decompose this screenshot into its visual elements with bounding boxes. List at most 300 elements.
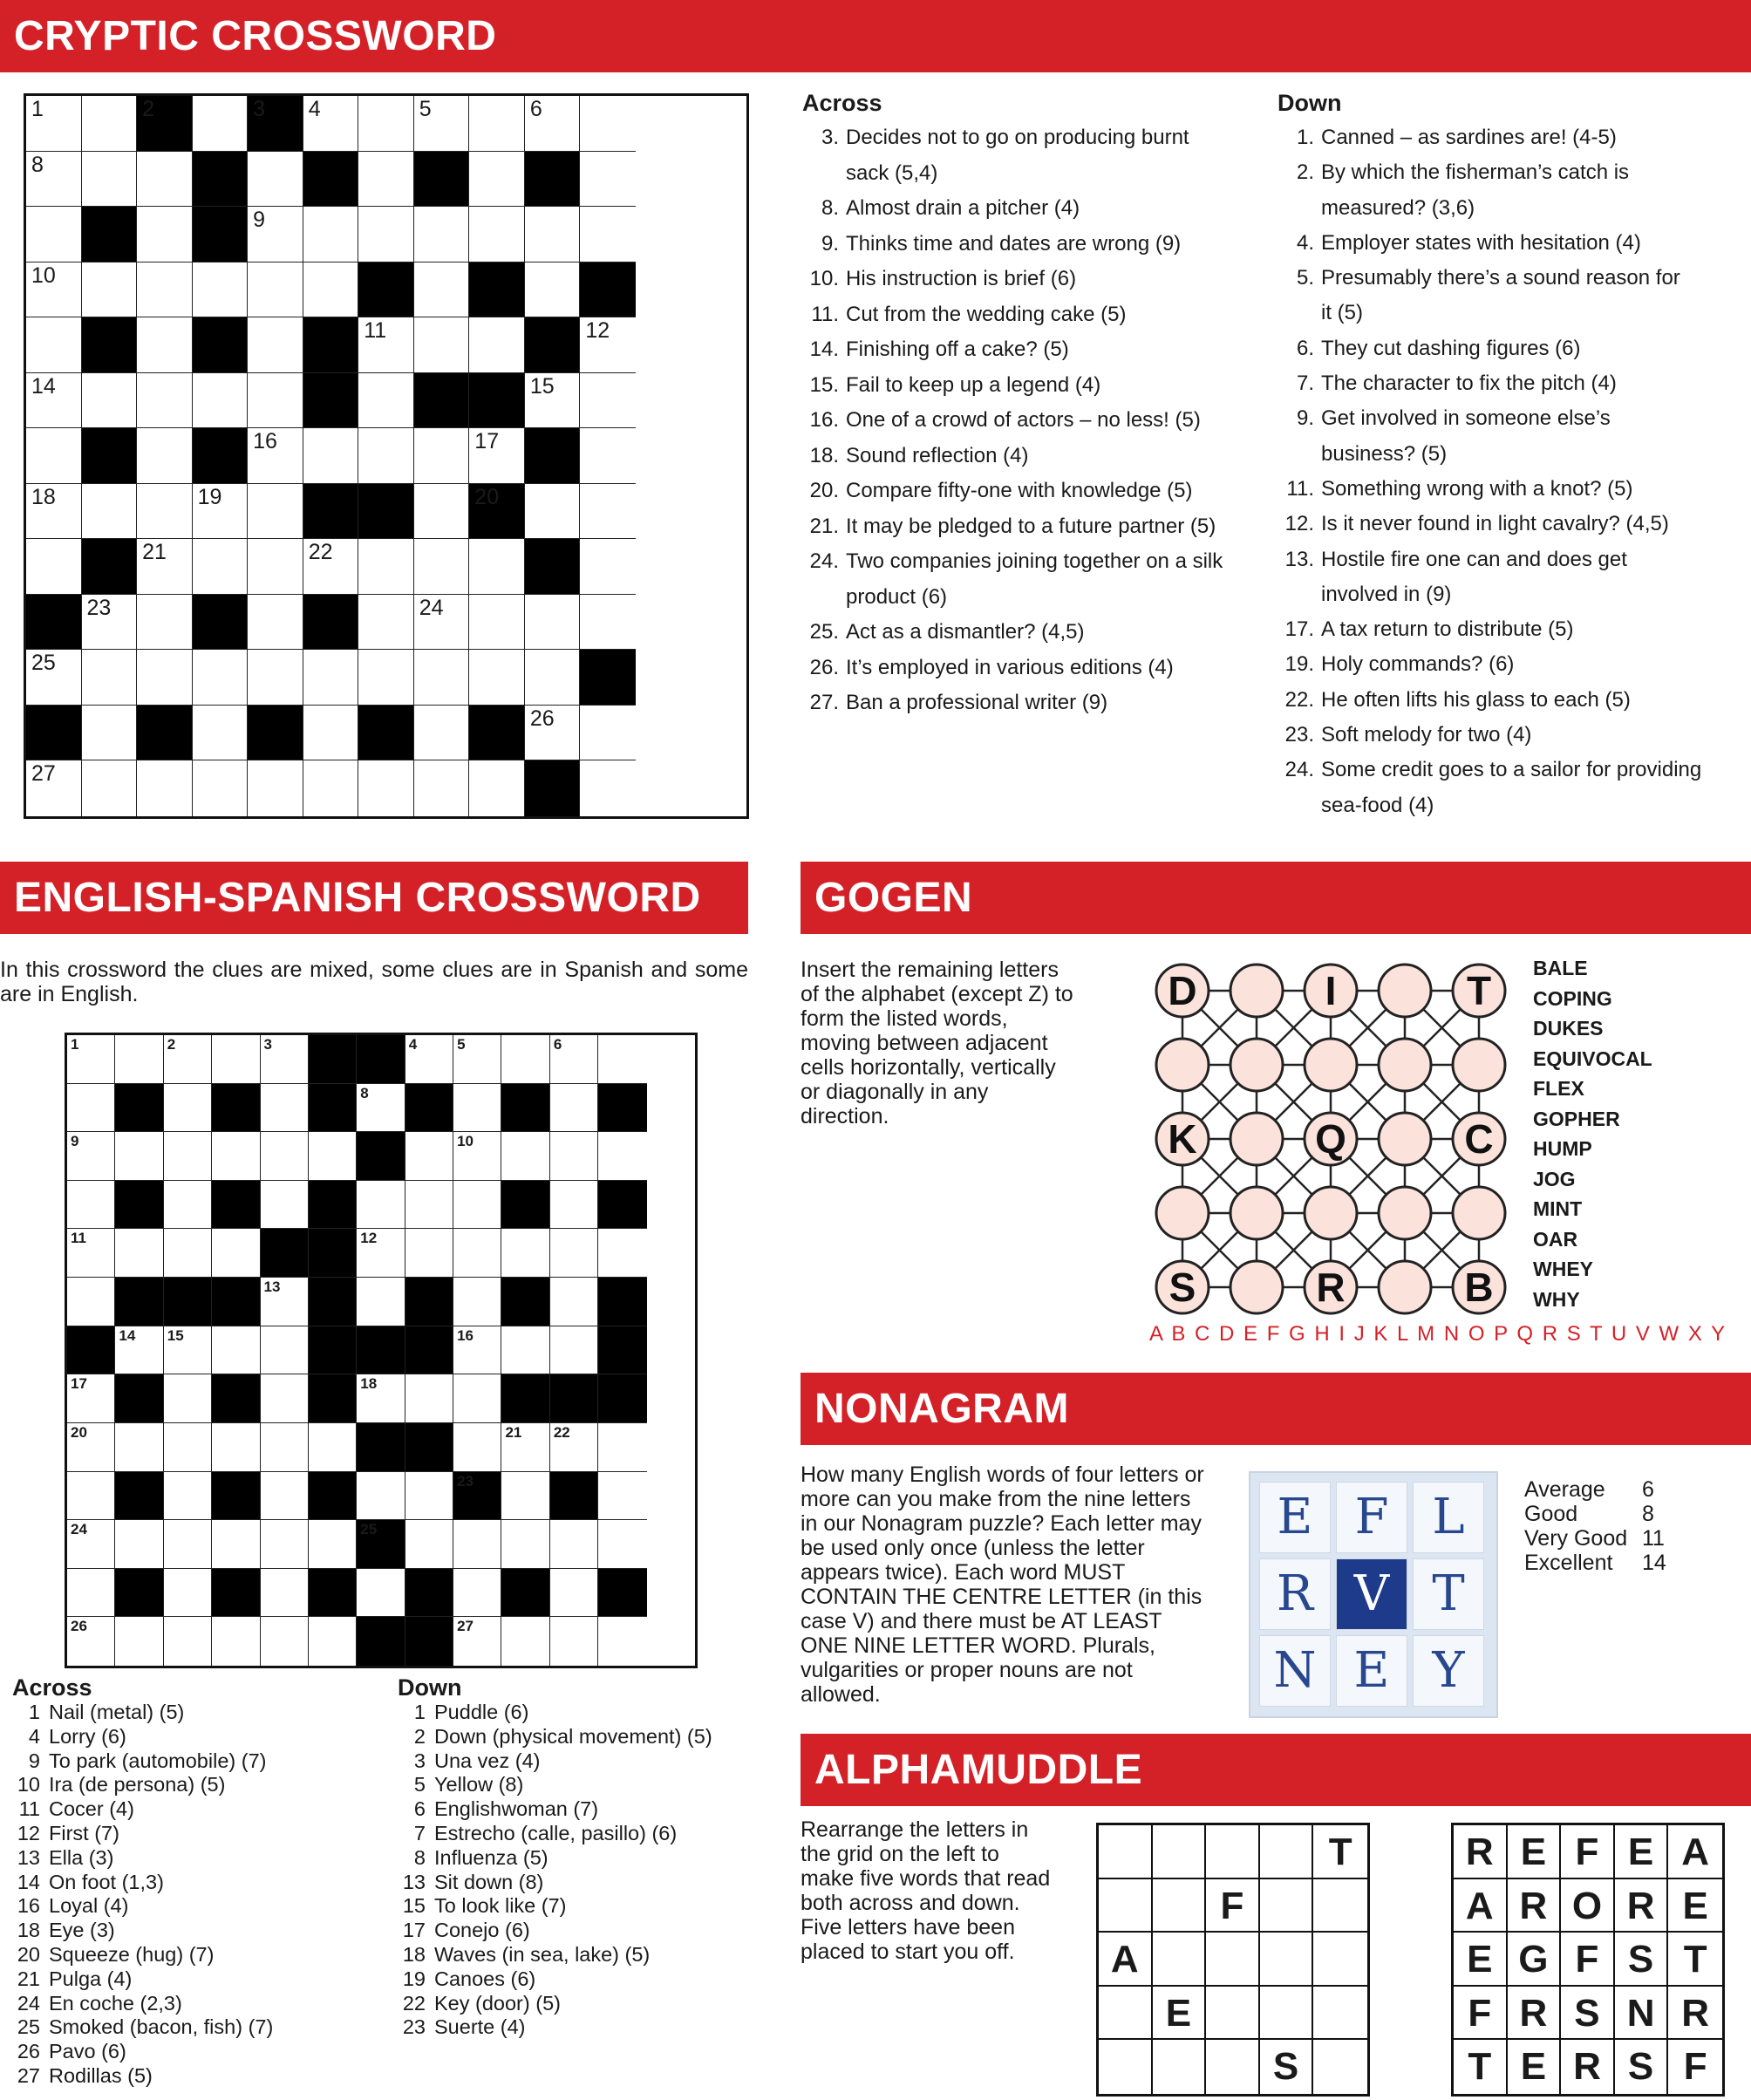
- crossword-cell[interactable]: [469, 595, 525, 651]
- crossword-cell[interactable]: [261, 1374, 309, 1423]
- alphamuddle-cell[interactable]: [1260, 1879, 1314, 1933]
- clue-text: involved in (9): [1321, 582, 1452, 606]
- crossword-cell[interactable]: [405, 1374, 453, 1423]
- crossword-cell[interactable]: [82, 595, 138, 651]
- crossword-cell[interactable]: [453, 1423, 501, 1472]
- crossword-cell[interactable]: [248, 373, 303, 429]
- clue-item: [1277, 507, 1748, 542]
- crossword-cell[interactable]: [453, 1278, 501, 1326]
- crossword-cell[interactable]: [26, 373, 82, 429]
- crossword-cell[interactable]: [405, 1472, 453, 1521]
- crossword-cell[interactable]: [303, 539, 359, 595]
- crossword-cell[interactable]: [164, 1423, 212, 1472]
- crossword-cell[interactable]: [580, 539, 636, 595]
- crossword-cell[interactable]: [303, 650, 359, 706]
- clue-number: 26: [71, 1618, 87, 1635]
- crossword-cell[interactable]: [309, 1617, 357, 1666]
- crossword-cell[interactable]: [137, 428, 193, 484]
- crossword-cell[interactable]: [137, 760, 193, 816]
- black-square: [115, 1181, 163, 1230]
- crossword-cell[interactable]: [26, 539, 82, 595]
- alphamuddle-cell[interactable]: [1313, 1933, 1367, 1987]
- crossword-cell[interactable]: [405, 1035, 453, 1084]
- crossword-cell[interactable]: [164, 1181, 212, 1230]
- crossword-cell[interactable]: [26, 650, 82, 706]
- crossword-cell[interactable]: [358, 152, 414, 208]
- crossword-cell[interactable]: [405, 1229, 453, 1278]
- crossword-cell[interactable]: [193, 484, 249, 540]
- alphamuddle-cell[interactable]: [1313, 2040, 1367, 2094]
- nonagram-letter: Y: [1413, 1635, 1484, 1707]
- alphamuddle-cell[interactable]: [1260, 1987, 1314, 2041]
- crossword-cell[interactable]: [357, 1374, 405, 1423]
- crossword-cell[interactable]: [261, 1617, 309, 1666]
- crossword-cell[interactable]: [550, 1229, 598, 1278]
- black-square: [358, 262, 414, 318]
- crossword-cell[interactable]: [303, 428, 359, 484]
- black-square: [357, 1035, 405, 1084]
- crossword-cell[interactable]: [598, 1617, 646, 1666]
- crossword-cell[interactable]: [501, 1520, 549, 1569]
- crossword-cell[interactable]: [469, 428, 525, 484]
- crossword-cell[interactable]: [303, 760, 359, 816]
- crossword-cell[interactable]: [580, 317, 636, 373]
- crossword-cell[interactable]: [212, 1229, 260, 1278]
- crossword-cell[interactable]: [501, 1035, 549, 1084]
- crossword-cell[interactable]: [550, 1569, 598, 1618]
- crossword-cell[interactable]: [469, 96, 525, 152]
- crossword-cell[interactable]: [358, 539, 414, 595]
- crossword-cell[interactable]: [137, 152, 193, 208]
- crossword-cell[interactable]: [193, 650, 249, 706]
- black-square: [309, 1374, 357, 1423]
- crossword-cell[interactable]: [137, 595, 193, 651]
- alphamuddle-cell[interactable]: E: [1153, 1987, 1207, 2041]
- crossword-cell[interactable]: [414, 650, 470, 706]
- crossword-cell[interactable]: [453, 1084, 501, 1133]
- crossword-cell[interactable]: [525, 262, 581, 318]
- crossword-cell[interactable]: [164, 1569, 212, 1618]
- crossword-cell[interactable]: [525, 207, 581, 262]
- crossword-cell[interactable]: [469, 539, 525, 595]
- crossword-cell[interactable]: [525, 96, 581, 152]
- crossword-cell[interactable]: [26, 207, 82, 262]
- clue-number: 19: [402, 1967, 426, 1990]
- crossword-cell[interactable]: [453, 1181, 501, 1230]
- crossword-cell[interactable]: [469, 650, 525, 706]
- crossword-cell[interactable]: [414, 706, 470, 761]
- crossword-cell[interactable]: [358, 595, 414, 651]
- crossword-cell[interactable]: [82, 152, 138, 208]
- clue-item: [398, 1943, 764, 1967]
- crossword-cell[interactable]: [164, 1520, 212, 1569]
- crossword-cell[interactable]: [309, 1423, 357, 1472]
- black-square: [26, 595, 82, 651]
- clue-text: Estrecho (calle, pasillo) (6): [434, 1821, 678, 1844]
- clue-item: [12, 1992, 378, 2016]
- crossword-cell[interactable]: [261, 1278, 309, 1326]
- alphamuddle-cell: A: [1454, 1879, 1508, 1933]
- crossword-cell[interactable]: [137, 650, 193, 706]
- alphamuddle-cell[interactable]: [1099, 1879, 1153, 1933]
- crossword-cell[interactable]: [193, 760, 249, 816]
- crossword-cell[interactable]: [67, 1132, 115, 1181]
- crossword-cell[interactable]: [550, 1617, 598, 1666]
- black-square: [469, 484, 525, 540]
- gogen-board: [1139, 947, 1523, 1331]
- crossword-cell[interactable]: [309, 1520, 357, 1569]
- clue-item: [398, 1701, 764, 1725]
- crossword-cell[interactable]: [164, 1229, 212, 1278]
- crossword-cell[interactable]: [67, 1181, 115, 1230]
- crossword-cell[interactable]: [550, 1084, 598, 1133]
- crossword-cell[interactable]: [248, 317, 303, 373]
- crossword-cell[interactable]: [453, 1229, 501, 1278]
- crossword-cell[interactable]: [137, 262, 193, 318]
- crossword-cell[interactable]: [248, 760, 303, 816]
- crossword-cell[interactable]: [580, 484, 636, 540]
- crossword-cell[interactable]: [26, 152, 82, 208]
- crossword-cell[interactable]: [261, 1181, 309, 1230]
- crossword-cell[interactable]: [67, 1520, 115, 1569]
- crossword-cell[interactable]: [453, 1326, 501, 1375]
- crossword-cell[interactable]: [414, 484, 470, 540]
- alphamuddle-cell[interactable]: [1099, 1987, 1153, 2041]
- crossword-cell[interactable]: [550, 1520, 598, 1569]
- crossword-cell[interactable]: [580, 152, 636, 208]
- crossword-cell[interactable]: [193, 262, 249, 318]
- crossword-cell[interactable]: [67, 1569, 115, 1618]
- clue-number: 10: [457, 1133, 474, 1150]
- crossword-cell[interactable]: [501, 1326, 549, 1375]
- alphamuddle-cell[interactable]: [1313, 1987, 1367, 2041]
- crossword-cell[interactable]: [453, 1617, 501, 1666]
- crossword-cell[interactable]: [580, 760, 636, 816]
- crossword-cell[interactable]: [358, 428, 414, 484]
- clue-item: [12, 1919, 378, 1943]
- crossword-cell[interactable]: [414, 760, 470, 816]
- crossword-cell[interactable]: [212, 1326, 260, 1375]
- crossword-cell[interactable]: [580, 706, 636, 761]
- clue-text: Nail (metal) (5): [49, 1701, 185, 1723]
- black-square: [193, 207, 249, 262]
- clue-number: 18: [360, 1375, 378, 1393]
- crossword-cell[interactable]: [248, 484, 303, 540]
- crossword-cell[interactable]: [550, 1181, 598, 1230]
- crossword-cell[interactable]: [164, 1084, 212, 1133]
- crossword-cell[interactable]: [212, 1035, 260, 1084]
- alphamuddle-cell[interactable]: [1099, 1825, 1153, 1879]
- alphamuddle-cell[interactable]: [1153, 1933, 1207, 1987]
- alphamuddle-cell[interactable]: [1153, 1879, 1207, 1933]
- crossword-cell[interactable]: [303, 207, 359, 262]
- nonagram-letter: E: [1336, 1635, 1407, 1707]
- crossword-cell[interactable]: [67, 1617, 115, 1666]
- crossword-cell[interactable]: [137, 373, 193, 429]
- crossword-cell[interactable]: [82, 650, 138, 706]
- clue-item: [398, 1967, 764, 1992]
- crossword-cell[interactable]: [137, 207, 193, 262]
- crossword-cell[interactable]: [525, 706, 581, 761]
- clue-item: [802, 191, 1256, 227]
- crossword-cell[interactable]: [358, 317, 414, 373]
- crossword-cell[interactable]: [453, 1569, 501, 1618]
- crossword-cell[interactable]: [115, 1229, 163, 1278]
- crossword-cell[interactable]: [82, 706, 138, 761]
- crossword-cell[interactable]: [405, 1520, 453, 1569]
- crossword-cell[interactable]: [580, 207, 636, 262]
- english-spanish-down-clues: [398, 1674, 764, 2040]
- clue-number: 11: [71, 1230, 86, 1247]
- crossword-cell[interactable]: [469, 152, 525, 208]
- crossword-cell[interactable]: [137, 317, 193, 373]
- crossword-cell[interactable]: [357, 1229, 405, 1278]
- alphamuddle-cell[interactable]: [1206, 1987, 1260, 2041]
- alphamuddle-cell: T: [1454, 2040, 1508, 2094]
- crossword-cell[interactable]: [248, 262, 303, 318]
- crossword-cell[interactable]: [193, 96, 249, 152]
- gogen-letter: T: [1466, 968, 1492, 1013]
- crossword-cell[interactable]: [414, 595, 470, 651]
- alphamuddle-cell[interactable]: [1206, 2040, 1260, 2094]
- crossword-cell[interactable]: [261, 1035, 309, 1084]
- crossword-cell[interactable]: [115, 1423, 163, 1472]
- clue-item: [1277, 437, 1748, 472]
- crossword-cell[interactable]: [212, 1520, 260, 1569]
- clue-number: 5: [457, 1036, 466, 1053]
- alphamuddle-cell[interactable]: [1260, 1825, 1314, 1879]
- black-square: [550, 1374, 598, 1423]
- crossword-cell[interactable]: [405, 1132, 453, 1181]
- black-square: [309, 1569, 357, 1618]
- crossword-cell[interactable]: [357, 1084, 405, 1133]
- crossword-cell[interactable]: [164, 1472, 212, 1521]
- alphamuddle-cell[interactable]: [1206, 1825, 1260, 1879]
- clue-item: [398, 1894, 764, 1919]
- crossword-cell[interactable]: [261, 1472, 309, 1521]
- crossword-cell[interactable]: [26, 428, 82, 484]
- crossword-cell[interactable]: [358, 760, 414, 816]
- alphamuddle-cell[interactable]: [1206, 1933, 1260, 1987]
- crossword-cell[interactable]: [26, 317, 82, 373]
- alphamuddle-cell[interactable]: T: [1313, 1825, 1367, 1879]
- crossword-cell[interactable]: [67, 1374, 115, 1423]
- crossword-cell[interactable]: [212, 1132, 260, 1181]
- crossword-cell[interactable]: [453, 1374, 501, 1423]
- clue-number: 27: [31, 761, 56, 787]
- crossword-cell[interactable]: [261, 1132, 309, 1181]
- crossword-cell[interactable]: [414, 262, 470, 318]
- clue-number: 20: [71, 1423, 87, 1441]
- crossword-cell[interactable]: [261, 1520, 309, 1569]
- crossword-cell[interactable]: [164, 1617, 212, 1666]
- clue-number: 13.: [1284, 547, 1314, 571]
- crossword-cell[interactable]: [67, 1229, 115, 1278]
- crossword-cell[interactable]: [303, 706, 359, 761]
- crossword-cell[interactable]: [115, 1035, 163, 1084]
- crossword-cell[interactable]: [115, 1132, 163, 1181]
- crossword-cell[interactable]: [248, 595, 303, 651]
- clue-item: [802, 651, 1256, 686]
- crossword-cell[interactable]: [525, 373, 581, 429]
- crossword-cell[interactable]: [137, 539, 193, 595]
- crossword-cell[interactable]: [469, 760, 525, 816]
- alphamuddle-cell[interactable]: [1153, 2040, 1207, 2094]
- crossword-cell[interactable]: [193, 539, 249, 595]
- crossword-cell[interactable]: [580, 96, 636, 152]
- crossword-cell[interactable]: [358, 373, 414, 429]
- clue-text: To look like (7): [434, 1894, 567, 1918]
- crossword-cell[interactable]: [164, 1374, 212, 1423]
- black-square: [405, 1084, 453, 1133]
- crossword-cell[interactable]: [414, 96, 470, 152]
- crossword-cell[interactable]: [82, 373, 138, 429]
- crossword-cell[interactable]: [309, 1132, 357, 1181]
- crossword-cell[interactable]: [580, 595, 636, 651]
- crossword-cell[interactable]: [261, 1423, 309, 1472]
- crossword-cell[interactable]: [598, 1423, 646, 1472]
- crossword-cell[interactable]: [580, 373, 636, 429]
- crossword-cell[interactable]: [501, 1229, 549, 1278]
- crossword-cell[interactable]: [414, 207, 470, 262]
- crossword-cell[interactable]: [453, 1035, 501, 1084]
- crossword-cell[interactable]: [357, 1569, 405, 1618]
- gogen-word: MINT: [1533, 1197, 1583, 1220]
- clue-text: His instruction is brief (6): [846, 267, 1077, 290]
- clue-text: Decides not to go on producing burnt: [846, 126, 1189, 149]
- crossword-cell[interactable]: [164, 1132, 212, 1181]
- clue-number: 8: [413, 1845, 426, 1869]
- english-spanish-down-heading: Down: [398, 1674, 462, 1701]
- crossword-cell[interactable]: [115, 1326, 163, 1375]
- crossword-cell[interactable]: [598, 1035, 646, 1084]
- crossword-cell[interactable]: [67, 1423, 115, 1472]
- crossword-cell[interactable]: [26, 484, 82, 540]
- crossword-cell[interactable]: [598, 1132, 646, 1181]
- crossword-cell[interactable]: [193, 373, 249, 429]
- crossword-cell[interactable]: [550, 1423, 598, 1472]
- clue-text: Something wrong with a knot? (5): [1321, 476, 1633, 501]
- crossword-cell[interactable]: [164, 1035, 212, 1084]
- crossword-cell[interactable]: [525, 650, 581, 706]
- crossword-cell[interactable]: [414, 539, 470, 595]
- crossword-cell[interactable]: [469, 207, 525, 262]
- clue-item: [12, 1749, 378, 1774]
- crossword-cell[interactable]: [580, 428, 636, 484]
- crossword-cell[interactable]: [303, 96, 359, 152]
- crossword-cell[interactable]: [248, 207, 303, 262]
- crossword-cell[interactable]: [82, 484, 138, 540]
- clue-number: 7: [413, 1821, 426, 1844]
- alphamuddle-cell: N: [1615, 1987, 1669, 2041]
- crossword-cell[interactable]: [248, 428, 303, 484]
- alphamuddle-cell[interactable]: [1099, 2040, 1153, 2094]
- black-square: [357, 1423, 405, 1472]
- crossword-cell[interactable]: [598, 1229, 646, 1278]
- crossword-cell[interactable]: [137, 484, 193, 540]
- clue-text: Waves (in sea, lake) (5): [434, 1942, 651, 1966]
- crossword-cell[interactable]: [67, 1084, 115, 1133]
- crossword-cell[interactable]: [248, 539, 303, 595]
- crossword-cell[interactable]: [414, 428, 470, 484]
- clue-number: 10: [17, 1773, 40, 1797]
- crossword-cell[interactable]: [67, 1035, 115, 1084]
- crossword-cell[interactable]: [115, 1617, 163, 1666]
- gogen-cell: [1453, 1187, 1505, 1239]
- alphamuddle-cell[interactable]: [1153, 1825, 1207, 1879]
- crossword-cell[interactable]: [501, 1472, 549, 1521]
- black-square: [303, 317, 359, 373]
- clue-item: [12, 1773, 378, 1797]
- crossword-cell[interactable]: [261, 1084, 309, 1133]
- clue-number: 3: [413, 1749, 426, 1772]
- crossword-cell[interactable]: [414, 317, 470, 373]
- crossword-cell[interactable]: [358, 207, 414, 262]
- crossword-cell[interactable]: [469, 317, 525, 373]
- crossword-cell[interactable]: [26, 262, 82, 318]
- crossword-cell[interactable]: [26, 96, 82, 152]
- crossword-cell[interactable]: [550, 1278, 598, 1326]
- crossword-cell[interactable]: [550, 1132, 598, 1181]
- clue-text: Ella (3): [49, 1845, 114, 1869]
- clue-text: Influenza (5): [434, 1845, 548, 1869]
- crossword-cell[interactable]: [82, 262, 138, 318]
- crossword-cell[interactable]: [248, 650, 303, 706]
- alphamuddle-cell[interactable]: F: [1206, 1879, 1260, 1933]
- score-value: 11: [1642, 1526, 1665, 1551]
- crossword-cell[interactable]: [82, 96, 138, 152]
- crossword-cell[interactable]: [405, 1181, 453, 1230]
- crossword-cell[interactable]: [501, 1423, 549, 1472]
- crossword-cell[interactable]: [164, 1326, 212, 1375]
- crossword-cell[interactable]: [82, 760, 138, 816]
- crossword-cell[interactable]: [67, 1278, 115, 1326]
- crossword-cell[interactable]: [212, 1617, 260, 1666]
- alphamuddle-cell[interactable]: [1313, 1879, 1367, 1933]
- crossword-cell[interactable]: [598, 1520, 646, 1569]
- crossword-cell[interactable]: [248, 152, 303, 208]
- crossword-cell[interactable]: [358, 650, 414, 706]
- crossword-cell[interactable]: [550, 1035, 598, 1084]
- crossword-cell[interactable]: [193, 706, 249, 761]
- black-square: [115, 1084, 163, 1133]
- alphamuddle-cell[interactable]: [1260, 1933, 1314, 1987]
- crossword-cell[interactable]: [212, 1423, 260, 1472]
- alphamuddle-cell[interactable]: S: [1260, 2040, 1314, 2094]
- crossword-cell[interactable]: [501, 1617, 549, 1666]
- crossword-cell[interactable]: [525, 595, 581, 651]
- clue-text: They cut dashing figures (6): [1321, 336, 1581, 360]
- crossword-cell[interactable]: [357, 1181, 405, 1230]
- crossword-cell[interactable]: [453, 1132, 501, 1181]
- crossword-cell[interactable]: [453, 1520, 501, 1569]
- crossword-cell[interactable]: [261, 1569, 309, 1618]
- alphamuddle-cell[interactable]: A: [1099, 1933, 1153, 1987]
- crossword-cell[interactable]: [261, 1326, 309, 1375]
- crossword-cell[interactable]: [501, 1132, 549, 1181]
- crossword-cell[interactable]: [358, 96, 414, 152]
- crossword-cell[interactable]: [115, 1520, 163, 1569]
- crossword-cell[interactable]: [525, 484, 581, 540]
- crossword-cell[interactable]: [357, 1472, 405, 1521]
- crossword-cell[interactable]: [303, 262, 359, 318]
- crossword-cell[interactable]: [357, 1278, 405, 1326]
- clue-number: 2: [413, 1724, 426, 1748]
- crossword-cell[interactable]: [598, 1472, 646, 1521]
- crossword-cell[interactable]: [550, 1326, 598, 1375]
- crossword-cell[interactable]: [67, 1472, 115, 1521]
- crossword-cell[interactable]: [26, 760, 82, 816]
